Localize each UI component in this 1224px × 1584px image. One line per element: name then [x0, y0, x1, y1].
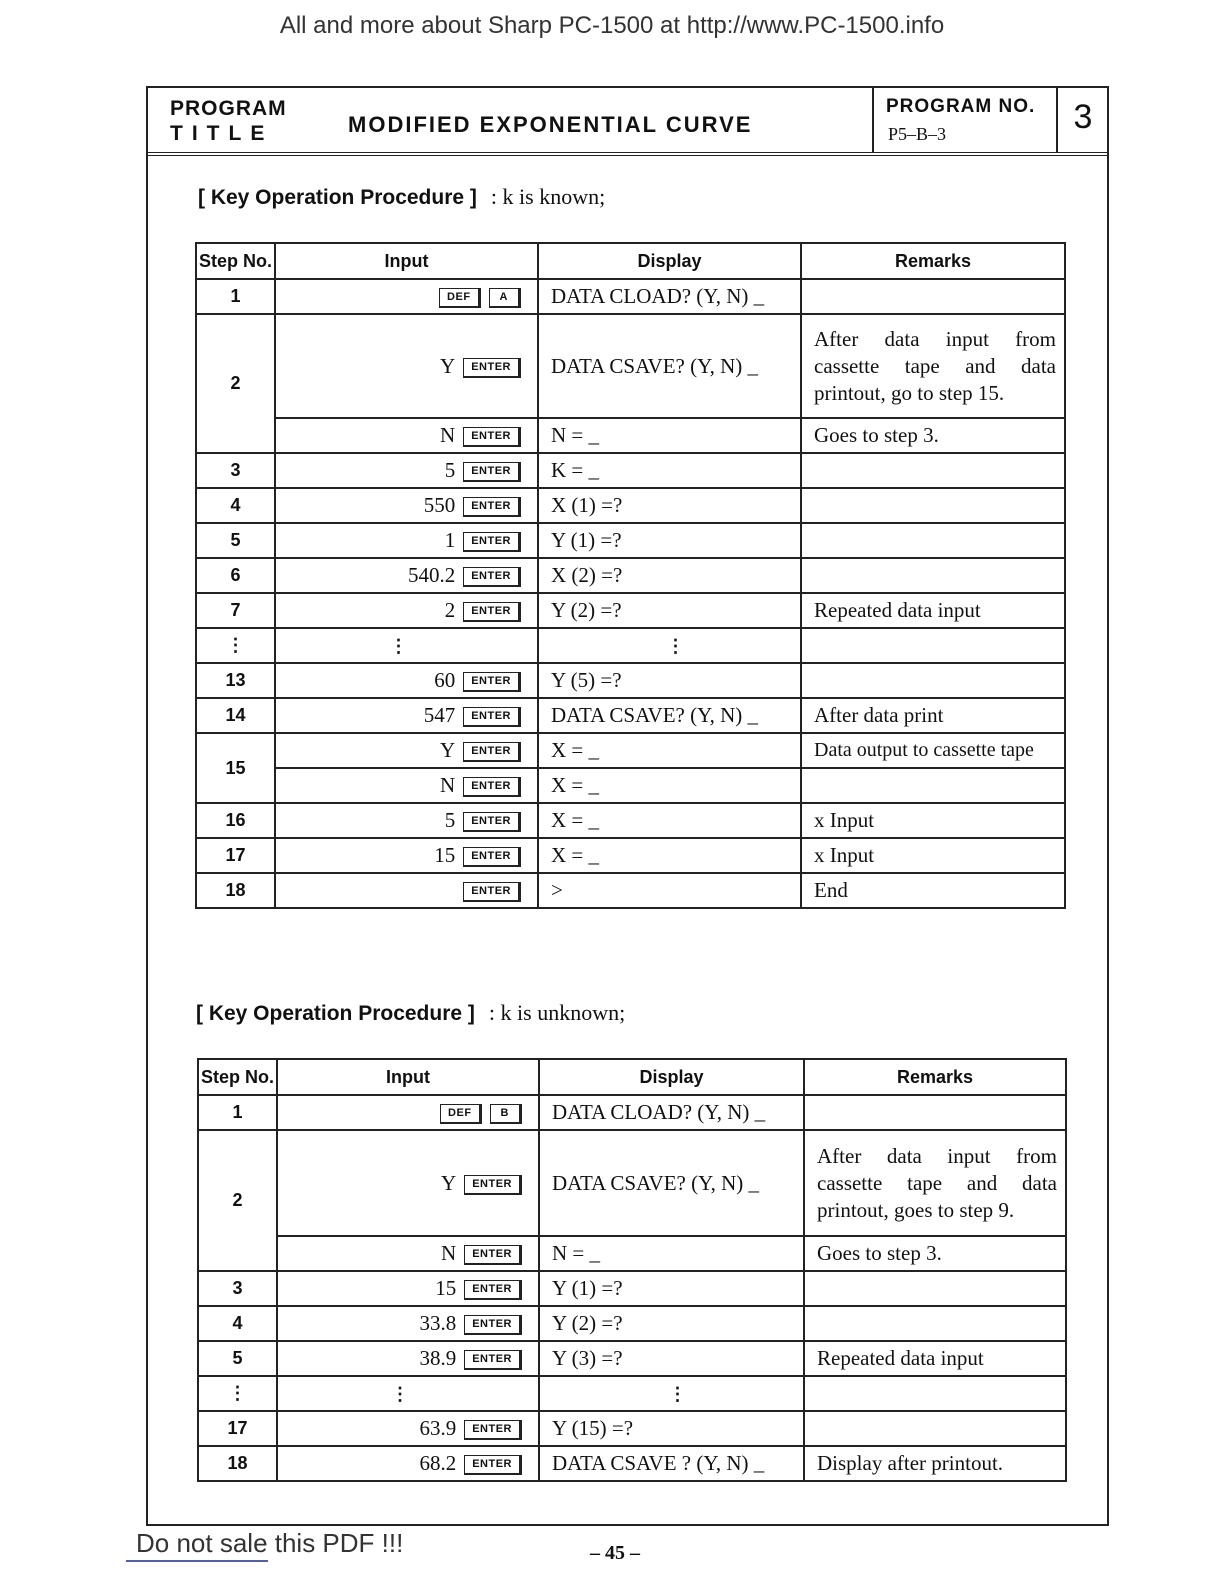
display-cell: X (2) =? [538, 558, 801, 593]
program-no-label: PROGRAM NO. [886, 96, 1036, 117]
input-value: Y [440, 738, 456, 762]
table-row [196, 698, 1065, 733]
input-value: 5 [444, 808, 456, 832]
table-row [196, 803, 1065, 838]
input-value: 2 [444, 598, 456, 622]
input-value: 5 [444, 458, 456, 482]
remarks-cell: Goes to step 3. [804, 1236, 1066, 1271]
display-cell: > [538, 873, 801, 908]
input-cell [275, 803, 538, 838]
display-cell: N = _ [538, 418, 801, 453]
table-row [196, 838, 1065, 873]
enter-key-icon: ENTER [463, 462, 521, 482]
enter-key-icon: ENTER [464, 1420, 522, 1440]
remarks-cell [801, 558, 1065, 593]
remarks-cell: Repeated data input [804, 1341, 1066, 1376]
input-value: 68.2 [419, 1451, 457, 1475]
enter-key-icon: ENTER [463, 812, 521, 832]
remarks-cell [801, 279, 1065, 314]
key-operation-table-unknown [197, 1058, 1067, 1482]
a-key-icon: A [489, 288, 521, 308]
title-label: TITLE [170, 122, 274, 145]
enter-key-icon: ENTER [463, 742, 521, 762]
display-cell: Y (2) =? [539, 1306, 804, 1341]
step-number-cell: 3 [198, 1271, 277, 1306]
enter-key-icon: ENTER [464, 1245, 522, 1265]
continuation-dots: ⋮ [391, 1384, 409, 1404]
display-cell: X = _ [538, 733, 801, 768]
input-value: 38.9 [419, 1346, 457, 1370]
step-number-cell: 1 [198, 1095, 277, 1130]
input-value: 550 [423, 493, 456, 517]
program-label: PROGRAM [170, 97, 287, 120]
input-cell [277, 1236, 539, 1271]
input-cell [277, 1130, 539, 1236]
table-row [196, 453, 1065, 488]
display-cell: X = _ [538, 803, 801, 838]
input-cell [275, 279, 538, 314]
step-number-cell: 3 [196, 453, 275, 488]
step-number-cell: 17 [198, 1411, 277, 1446]
footer-underline [126, 1560, 268, 1562]
remarks-cell [801, 768, 1065, 803]
input-cell [275, 873, 538, 908]
def-key-icon: DEF [439, 288, 481, 308]
remarks-cell [801, 523, 1065, 558]
display-cell: X = _ [538, 838, 801, 873]
enter-key-icon: ENTER [464, 1455, 522, 1475]
remarks-cell [804, 1271, 1066, 1306]
def-key-icon: DEF [440, 1104, 482, 1124]
step-number-cell: 18 [196, 873, 275, 908]
input-value: 60 [434, 668, 456, 692]
remarks-cell: After data input from cassette tape and data printout, go to step 15. [801, 314, 1065, 418]
display-cell: DATA CSAVE? (Y, N) _ [539, 1130, 804, 1236]
col-input: Input [277, 1059, 539, 1095]
input-cell [275, 698, 538, 733]
table-row [198, 1446, 1066, 1481]
col-input: Input [275, 243, 538, 279]
continuation-dots: ⋮ [228, 1383, 247, 1403]
step-number-cell [196, 628, 275, 663]
table-row [198, 1306, 1066, 1341]
table-row [196, 314, 1065, 418]
table-row [198, 1236, 1066, 1271]
input-value: Y [440, 353, 456, 378]
remarks-cell: x Input [801, 838, 1065, 873]
enter-key-icon: ENTER [463, 358, 521, 378]
continuation-dots: ⋮ [666, 636, 685, 656]
b-key-icon: B [490, 1104, 522, 1124]
enter-key-icon: ENTER [464, 1315, 522, 1335]
col-display: Display [539, 1059, 804, 1095]
continuation-dots: ⋮ [668, 1384, 687, 1404]
input-value: 15 [434, 843, 456, 867]
display-cell: Y (15) =? [539, 1411, 804, 1446]
enter-key-icon: ENTER [463, 882, 521, 902]
input-value: 33.8 [419, 1311, 457, 1335]
enter-key-icon: ENTER [464, 1350, 522, 1370]
input-cell [275, 663, 538, 698]
remarks-cell [801, 663, 1065, 698]
display-cell [538, 628, 801, 663]
page-number: – 45 – [590, 1542, 640, 1564]
display-cell: Y (5) =? [538, 663, 801, 698]
step-number-cell: 13 [196, 663, 275, 698]
col-remarks: Remarks [801, 243, 1065, 279]
input-cell [277, 1411, 539, 1446]
input-value: 63.9 [419, 1416, 457, 1440]
step-number-cell: 4 [198, 1306, 277, 1341]
number-divider [1056, 86, 1058, 152]
step-number-cell: 6 [196, 558, 275, 593]
input-cell [277, 1095, 539, 1130]
remarks-cell [804, 1376, 1066, 1411]
step-number-cell [198, 1376, 277, 1411]
input-value: 540.2 [407, 563, 456, 587]
remarks-cell [801, 628, 1065, 663]
enter-key-icon: ENTER [463, 707, 521, 727]
remarks-cell [804, 1411, 1066, 1446]
enter-key-icon: ENTER [464, 1280, 522, 1300]
enter-key-icon: ENTER [463, 567, 521, 587]
program-title: MODIFIED EXPONENTIAL CURVE [348, 112, 753, 137]
program-number: 3 [1073, 98, 1093, 136]
display-cell: DATA CSAVE ? (Y, N) _ [539, 1446, 804, 1481]
input-cell [277, 1271, 539, 1306]
table-row [198, 1341, 1066, 1376]
step-number-cell: 4 [196, 488, 275, 523]
display-cell: Y (2) =? [538, 593, 801, 628]
col-step: Step No. [198, 1059, 277, 1095]
table-row [196, 488, 1065, 523]
display-cell: DATA CSAVE? (Y, N) _ [538, 314, 801, 418]
step-number-cell: 17 [196, 838, 275, 873]
display-cell: Y (1) =? [539, 1271, 804, 1306]
display-cell: DATA CLOAD? (Y, N) _ [538, 279, 801, 314]
display-cell: X (1) =? [538, 488, 801, 523]
input-cell [275, 768, 538, 803]
table-row [196, 663, 1065, 698]
input-cell [275, 488, 538, 523]
input-value: N [441, 1241, 457, 1265]
remarks-cell: Data output to cassette tape [801, 733, 1065, 768]
step-number-cell: 5 [196, 523, 275, 558]
continuation-dots: ⋮ [389, 636, 408, 656]
step-number-cell: 2 [196, 314, 275, 453]
remarks-cell [804, 1095, 1066, 1130]
section2-heading-text: [ Key Operation Procedure ] [196, 1002, 475, 1025]
enter-key-icon: ENTER [463, 847, 521, 867]
input-cell [275, 593, 538, 628]
step-number-cell: 16 [196, 803, 275, 838]
enter-key-icon: ENTER [463, 672, 521, 692]
footer-notice: Do not sale this PDF !!! [136, 1528, 404, 1558]
section2-condition: : k is unknown; [488, 1000, 626, 1025]
remarks-cell [801, 453, 1065, 488]
table-row [196, 873, 1065, 908]
key-operation-table-known [195, 242, 1066, 909]
section1-heading [198, 184, 605, 210]
step-number-cell: 18 [198, 1446, 277, 1481]
input-cell [277, 1446, 539, 1481]
display-cell: DATA CSAVE? (Y, N) _ [538, 698, 801, 733]
remarks-cell: After data input from cassette tape and data printout, goes to step 9. [804, 1130, 1066, 1236]
enter-key-icon: ENTER [463, 777, 521, 797]
step-number-cell: 14 [196, 698, 275, 733]
input-cell [275, 523, 538, 558]
table-row [196, 558, 1065, 593]
table-row [196, 768, 1065, 803]
step-number-cell: 7 [196, 593, 275, 628]
section1-condition: : k is known; [490, 184, 606, 209]
step-number-cell: 5 [198, 1341, 277, 1376]
table-row [198, 1411, 1066, 1446]
remarks-cell [801, 488, 1065, 523]
table-row [196, 628, 1065, 663]
enter-key-icon: ENTER [463, 427, 521, 447]
display-cell: N = _ [539, 1236, 804, 1271]
title-divider [872, 86, 874, 152]
display-cell: X = _ [538, 768, 801, 803]
input-cell [275, 628, 538, 663]
input-value: 15 [435, 1276, 457, 1300]
input-cell [275, 838, 538, 873]
program-code: P5–B–3 [888, 124, 947, 144]
input-cell [277, 1341, 539, 1376]
input-cell [275, 733, 538, 768]
display-cell [539, 1376, 804, 1411]
table-row [196, 279, 1065, 314]
table-row [198, 1130, 1066, 1236]
display-cell: Y (3) =? [539, 1341, 804, 1376]
section2-heading [196, 1000, 625, 1026]
remarks-cell: End [801, 873, 1065, 908]
enter-key-icon: ENTER [463, 497, 521, 517]
enter-key-icon: ENTER [464, 1175, 522, 1195]
col-remarks: Remarks [804, 1059, 1066, 1095]
table-row [196, 733, 1065, 768]
table-row [198, 1095, 1066, 1130]
table-row [198, 1271, 1066, 1306]
display-cell: K = _ [538, 453, 801, 488]
step-number-cell: 1 [196, 279, 275, 314]
table-row [196, 593, 1065, 628]
remarks-cell: After data print [801, 698, 1065, 733]
input-value: N [440, 423, 456, 447]
input-value: N [440, 773, 456, 797]
step-number-cell: 2 [198, 1130, 277, 1271]
remarks-cell: x Input [801, 803, 1065, 838]
enter-key-icon: ENTER [463, 602, 521, 622]
input-cell [277, 1306, 539, 1341]
remarks-cell: Repeated data input [801, 593, 1065, 628]
input-value: Y [441, 1170, 457, 1195]
remarks-cell: Display after printout. [804, 1446, 1066, 1481]
enter-key-icon: ENTER [463, 532, 521, 552]
input-cell [275, 418, 538, 453]
header-link[interactable]: All and more about Sharp PC-1500 at http://www.PC-1500.info [279, 12, 945, 39]
col-display: Display [538, 243, 801, 279]
table-row [196, 418, 1065, 453]
input-cell [277, 1376, 539, 1411]
table-row [198, 1376, 1066, 1411]
remarks-cell [804, 1306, 1066, 1341]
section1-heading-text: [ Key Operation Procedure ] [198, 186, 477, 209]
display-cell: DATA CLOAD? (Y, N) _ [539, 1095, 804, 1130]
input-value: 547 [423, 703, 456, 727]
input-value: 1 [444, 528, 456, 552]
col-step: Step No. [196, 243, 275, 279]
continuation-dots: ⋮ [226, 635, 245, 655]
display-cell: Y (1) =? [538, 523, 801, 558]
input-cell [275, 314, 538, 418]
step-number-cell: 15 [196, 733, 275, 803]
remarks-cell: Goes to step 3. [801, 418, 1065, 453]
input-cell [275, 558, 538, 593]
input-cell [275, 453, 538, 488]
table-row [196, 523, 1065, 558]
